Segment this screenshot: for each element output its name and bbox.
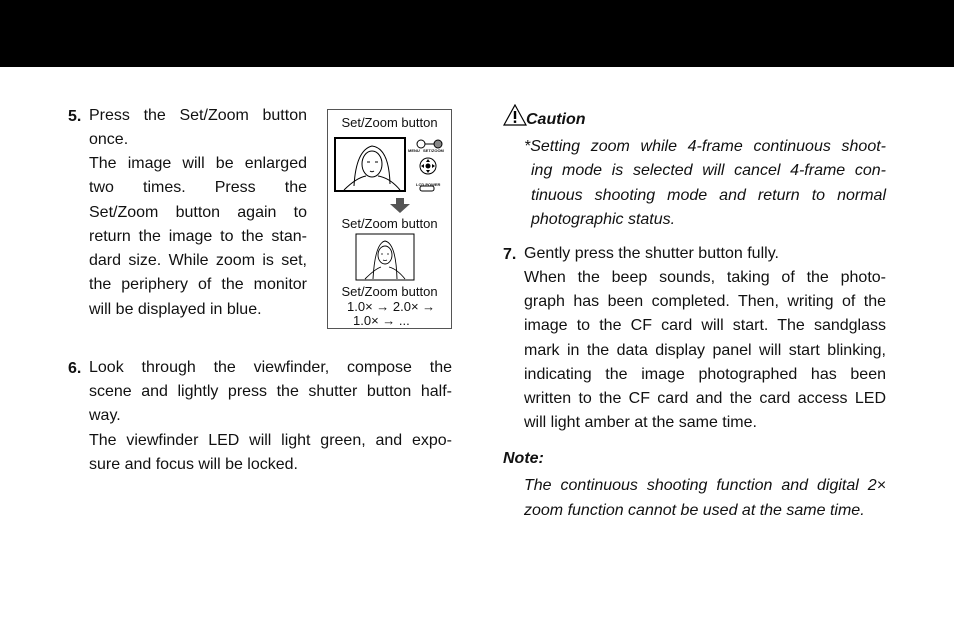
step5-line: Press the Set/Zoom button bbox=[89, 107, 307, 124]
step5-line: will be displayed in blue. bbox=[89, 301, 262, 318]
caution-line: photographic status. bbox=[531, 211, 676, 228]
caution-line: ing mode is selected will cancel 4-frame con- bbox=[531, 162, 886, 179]
caution-title: Caution bbox=[526, 111, 586, 128]
step5-line: the periphery of the monitor bbox=[89, 276, 307, 293]
step5-line: two times. Press the bbox=[89, 179, 307, 196]
step7-line: written to the CF card and the card access LED bbox=[524, 390, 886, 407]
note-title: Note: bbox=[503, 450, 544, 467]
step5-line: Set/Zoom button again to bbox=[89, 204, 307, 221]
warning-icon bbox=[503, 104, 527, 126]
zoom-sequence-line-2: 1.0× → ... bbox=[353, 313, 410, 328]
figure-label-top: Set/Zoom button bbox=[341, 115, 438, 130]
lcd-power-button-label: LCD POWER bbox=[416, 182, 441, 187]
step7-line: graph has been completed. Then, writing of the bbox=[524, 293, 886, 310]
caution-line: *Setting zoom while 4-frame continuous shoot- bbox=[524, 138, 886, 155]
caution-line: tinuous shooting mode and return to normal bbox=[531, 187, 886, 204]
step-number-7: 7. bbox=[503, 246, 517, 263]
note-line: The continuous shooting function and digital 2× bbox=[524, 477, 886, 494]
note-line: zoom function cannot be used at the same time. bbox=[524, 502, 865, 519]
step6-line: way. bbox=[89, 407, 121, 424]
step7-line: mark in the data display panel will start blinking, bbox=[524, 342, 886, 359]
zoom-sequence-line-1: 1.0× → 2.0× → bbox=[347, 299, 436, 314]
step7-line: image to the CF card will start. The sandglass bbox=[524, 317, 886, 334]
figure-label-bottom: Set/Zoom button bbox=[341, 284, 438, 299]
step5-line: The image will be enlarged bbox=[89, 155, 307, 172]
step6-line: sure and focus will be locked. bbox=[89, 456, 298, 473]
step-number-5: 5. bbox=[68, 108, 82, 125]
figure-label-middle: Set/Zoom button bbox=[341, 216, 438, 231]
step7-line: will light amber at the same time. bbox=[524, 414, 757, 431]
step7-line: indicating the image photographed has been bbox=[524, 366, 886, 383]
step5-line: dard size. While zoom is set, bbox=[89, 252, 307, 269]
menu-button-label: MENU bbox=[408, 148, 420, 153]
zoom-illustration bbox=[327, 109, 452, 329]
camera-monitor-zoomed bbox=[355, 233, 415, 281]
header-bar bbox=[0, 0, 954, 67]
camera-monitor-large bbox=[334, 136, 446, 202]
setzoom-button-label: SET/ZOOM bbox=[423, 148, 444, 153]
step7-line: When the beep sounds, taking of the photo- bbox=[524, 269, 886, 286]
step7-line: Gently press the shutter button fully. bbox=[524, 245, 779, 262]
step6-line: scene and lightly press the shutter button half- bbox=[89, 383, 452, 400]
step5-line: once. bbox=[89, 131, 129, 148]
arrow-down-icon bbox=[390, 198, 410, 214]
step5-line: return the image to the stan- bbox=[89, 228, 307, 245]
step6-line: Look through the viewfinder, compose the bbox=[89, 359, 452, 376]
step-number-6: 6. bbox=[68, 360, 82, 377]
step6-line: The viewfinder LED will light green, and expo- bbox=[89, 432, 452, 449]
